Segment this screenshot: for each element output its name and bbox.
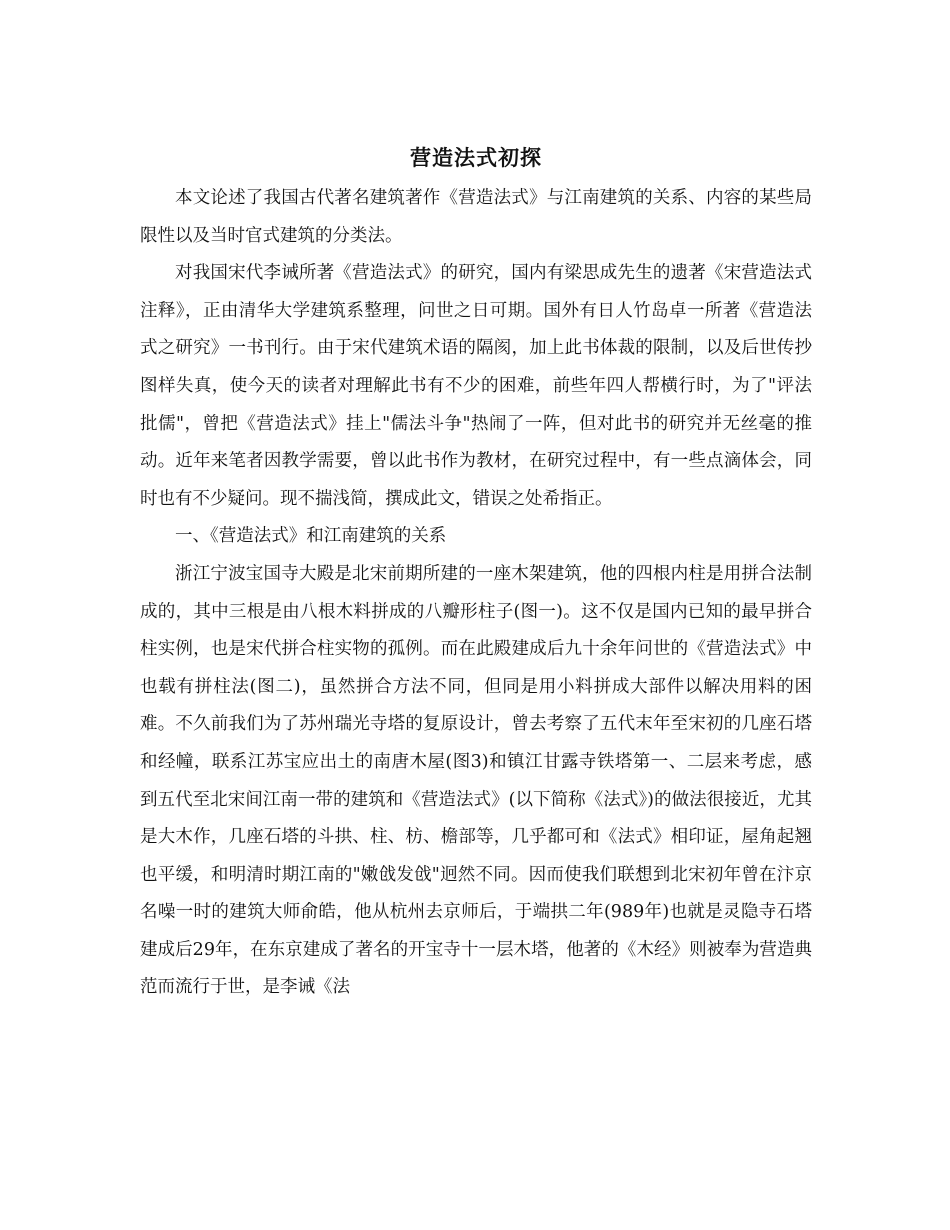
document-title: 营造法式初探 [410,145,542,170]
abstract-paragraph: 本文论述了我国古代著名建筑著作《营造法式》与江南建筑的关系、内容的某些局限性以及当时官式建筑的分类法。 [140,188,812,246]
section-heading: 一、《营造法式》和江南建筑的关系 [175,526,447,547]
section-paragraph: 浙江宁波宝国寺大殿是北宋前期所建的一座木架建筑，他的四根内柱是用拼合法制成的，其中三根是由八根木料拼成的八瓣形柱子(图一)。这不仅是国内已知的最早拼合柱实例，也是宋代拼合柱实物的孤例。而在此殿建成后九十余年问世的《营造法式》中也载有拼柱法(图二)，虽然拼合方法不同，但同是用小料拼成大部件以解决用料的困难。不久前我们为了苏州瑞光寺塔的复原设计，曾去考察了五代末年至宋初的几座石塔和经幢，联系江苏宝应出土的南唐木屋(图3)和镇江甘露寺铁塔第一、二层来考虑，感到五代至北宋间江南一带的建筑和《营造法式》(以下简称《法式》)的做法很接近，尤其是大木作，几座石塔的斗拱、柱、枋、檐部等，几乎都可和《法式》相印证，屋角起翘也平缓，和明清时期江南的"嫩戗发戗"迥然不同。因而使我们联想到北宋初年曾在汴京名噪一时的建筑大师俞皓，他从杭州去京师后，于端拱二年(989年)也就是灵隐寺石塔建成后29年，在东京建成了著名的开宝寺十一层木塔，他著的《木经》则被奉为营造典范而流行于世，是李诫《法 [140,563,812,998]
document-body [140,138,812,1007]
intro-paragraph: 对我国宋代李诫所著《营造法式》的研究，国内有梁思成先生的遗著《宋营造法式注释》，正由清华大学建筑系整理，问世之日可期。国外有日人竹岛卓一所著《营造法式之研究》一书刊行。由于宋代建筑术语的隔阂，加上此书体裁的限制，以及后世传抄图样失真，使今天的读者对理解此书有不少的困难，前些年四人帮横行时，为了"评法批儒"，曾把《营造法式》挂上"儒法斗争"热闹了一阵，但对此书的研究并无丝毫的推动。近年来笔者因教学需要，曾以此书作为教材，在研究过程中，有一些点滴体会，同时也有不少疑问。现不揣浅简，撰成此文，错误之处希指正。 [140,263,812,509]
